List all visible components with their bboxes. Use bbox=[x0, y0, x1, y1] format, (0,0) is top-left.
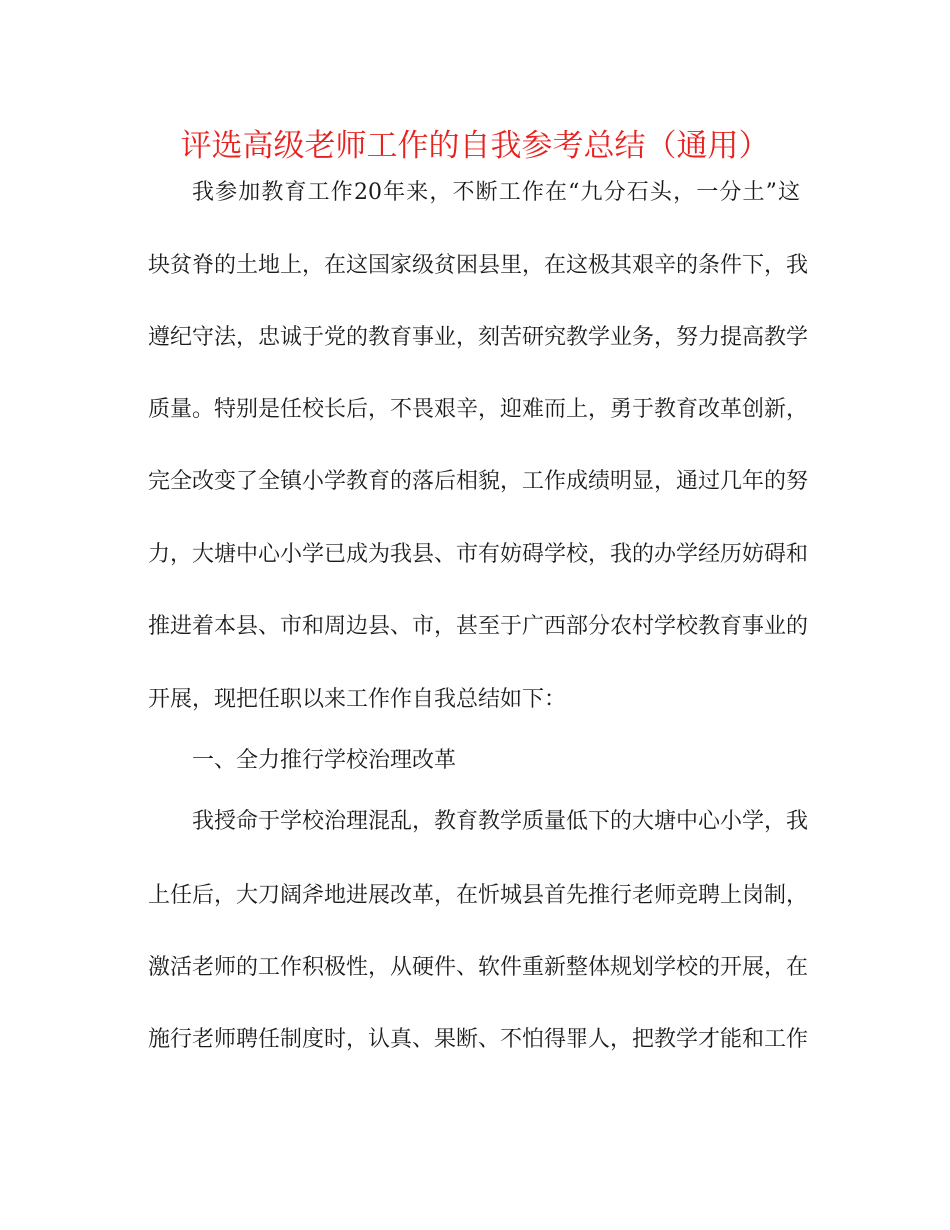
paragraph-line: 质量。特别是任校长后，不畏艰辛，迎难而上，勇于教育改革创新， bbox=[148, 397, 809, 422]
paragraph-line: 块贫脊的土地上，在这国家级贫困县里，在这极其艰辛的条件下，我 bbox=[148, 253, 809, 278]
paragraph-line: 遵纪守法，忠诚于党的教育事业，刻苦研究教学业务，努力提高教学 bbox=[148, 325, 809, 350]
paragraph-line: 上任后，大刀阔斧地进展改革，在忻城县首先推行老师竞聘上岗制， bbox=[148, 883, 809, 908]
paragraph-line: 推进着本县、市和周边县、市，甚至于广西部分农村学校教育事业的 bbox=[148, 614, 809, 639]
paragraph-line: 完全改变了全镇小学教育的落后相貌，工作成绩明显，通过几年的努 bbox=[148, 469, 809, 494]
paragraph-line: 我授命于学校治理混乱，教育教学质量低下的大塘中心小学，我 bbox=[192, 809, 809, 834]
document-title: 评选高级老师工作的自我参考总结（通用） bbox=[180, 128, 770, 164]
paragraph-line: 我参加教育工作20年来，不断工作在“九分石头，一分土”这 bbox=[192, 180, 800, 205]
section-heading: 一、全力推行学校治理改革 bbox=[192, 748, 457, 773]
paragraph-line: 施行老师聘任制度时，认真、果断、不怕得罪人，把教学才能和工作 bbox=[148, 1027, 809, 1052]
paragraph-line: 开展，现把任职以来工作作自我总结如下： bbox=[148, 687, 567, 712]
paragraph-line: 激活老师的工作积极性，从硬件、软件重新整体规划学校的开展，在 bbox=[148, 955, 809, 980]
paragraph-line: 力，大塘中心小学已成为我县、市有妨碍学校，我的办学经历妨碍和 bbox=[148, 542, 809, 567]
